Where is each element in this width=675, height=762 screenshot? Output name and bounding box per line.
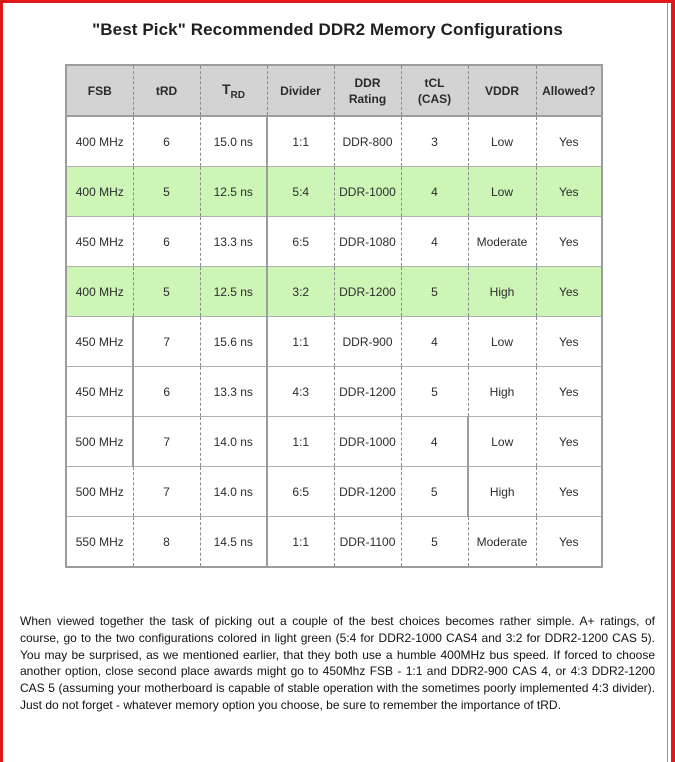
cell-allowed: Yes [536, 116, 602, 167]
cell-ddr-rating: DDR-1200 [334, 267, 401, 317]
cell-fsb: 550 MHz [66, 517, 133, 568]
cell-trd: 7 [133, 467, 200, 517]
cell-allowed: Yes [536, 517, 602, 568]
cell-fsb: 450 MHz [66, 367, 133, 417]
table-row [66, 517, 602, 568]
cell-vddr: High [468, 367, 536, 417]
explanation-paragraph: When viewed together the task of picking out a couple of the best choices becomes rather simple. A+ ratings, of course, go to the two configurations colored in light green (5:4 for DDR2-1000 CAS4 and 3:2 for DDR2-1200 CAS 5). You may be surprised, as we mentioned earlier, that they both use a humble 400MHz bus speed. If forced to choose another option, close second place awards might go to 450Mhz FSB - 1:1 and DDR2-900 CAS 4, or 4:3 DDR2-1200 CAS 5 (assuming your motherboard is capable of stable operation with the sometimes poorly implemented 4:3 divider). Just do not forget - whatever memory option you choose, be sure to remember the importance of tRD. [20, 614, 655, 712]
cell-trd: 6 [133, 217, 200, 267]
cell-divider: 5:4 [267, 167, 334, 217]
cell-trd: 5 [133, 167, 200, 217]
cell-trd: 7 [133, 417, 200, 467]
table-row-highlighted [66, 167, 602, 217]
cell-trd-time: 15.6 ns [200, 317, 267, 367]
col-header-ddr-rating: DDR Rating [334, 65, 401, 116]
table-row-highlighted [66, 267, 602, 317]
cell-fsb: 500 MHz [66, 417, 133, 467]
cell-vddr: Moderate [468, 217, 536, 267]
cell-fsb: 400 MHz [66, 267, 133, 317]
cell-tcl: 4 [401, 167, 468, 217]
cell-trd: 6 [133, 367, 200, 417]
cell-allowed: Yes [536, 317, 602, 367]
cell-allowed: Yes [536, 267, 602, 317]
cell-allowed: Yes [536, 367, 602, 417]
cell-vddr: Low [468, 417, 536, 467]
window-frame-right [671, 3, 675, 762]
cell-divider: 4:3 [267, 367, 334, 417]
cell-ddr-rating: DDR-1200 [334, 467, 401, 517]
col-header-trd-time: $T_{RD}$ [200, 65, 267, 116]
cell-ddr-rating: DDR-1100 [334, 517, 401, 568]
cell-tcl: 4 [401, 417, 468, 467]
cell-fsb: 450 MHz [66, 317, 133, 367]
cell-divider: 1:1 [267, 116, 334, 167]
table-row [66, 116, 602, 167]
cell-allowed: Yes [536, 417, 602, 467]
cell-trd: 7 [133, 317, 200, 367]
table-row [66, 317, 602, 367]
cell-tcl: 3 [401, 116, 468, 167]
cell-tcl: 4 [401, 217, 468, 267]
window-frame-divider [667, 3, 668, 762]
cell-trd-time: 14.0 ns [200, 467, 267, 517]
cell-ddr-rating: DDR-800 [334, 116, 401, 167]
cell-trd-time: 14.5 ns [200, 517, 267, 568]
cell-ddr-rating: DDR-1000 [334, 167, 401, 217]
cell-ddr-rating: DDR-1000 [334, 417, 401, 467]
cell-fsb: 500 MHz [66, 467, 133, 517]
cell-divider: 1:1 [267, 317, 334, 367]
cell-trd-time: 15.0 ns [200, 116, 267, 167]
cell-allowed: Yes [536, 167, 602, 217]
cell-trd-time: 13.3 ns [200, 217, 267, 267]
table-row [66, 417, 602, 467]
cell-fsb: 450 MHz [66, 217, 133, 267]
cell-trd: 5 [133, 267, 200, 317]
cell-tcl: 5 [401, 517, 468, 568]
cell-trd-time: 12.5 ns [200, 267, 267, 317]
table-header-row [66, 65, 602, 116]
cell-divider: 6:5 [267, 467, 334, 517]
cell-vddr: Low [468, 116, 536, 167]
col-header-trd: tRD [133, 65, 200, 116]
cell-divider: 1:1 [267, 417, 334, 467]
cell-vddr: Low [468, 317, 536, 367]
col-header-fsb: FSB [66, 65, 133, 116]
cell-ddr-rating: DDR-1200 [334, 367, 401, 417]
cell-tcl: 4 [401, 317, 468, 367]
table-row [66, 467, 602, 517]
cell-ddr-rating: DDR-1080 [334, 217, 401, 267]
cell-trd: 6 [133, 116, 200, 167]
memory-config-table [65, 64, 603, 568]
cell-divider: 6:5 [267, 217, 334, 267]
cell-tcl: 5 [401, 367, 468, 417]
cell-trd: 8 [133, 517, 200, 568]
cell-fsb: 400 MHz [66, 116, 133, 167]
cell-trd-time: 13.3 ns [200, 367, 267, 417]
cell-divider: 3:2 [267, 267, 334, 317]
col-header-divider: Divider [267, 65, 334, 116]
col-header-tcl: tCL (CAS) [401, 65, 468, 116]
cell-fsb: 400 MHz [66, 167, 133, 217]
col-header-vddr: VDDR [468, 65, 536, 116]
page-title: "Best Pick" Recommended DDR2 Memory Configurations [92, 20, 563, 39]
col-header-allowed: Allowed? [536, 65, 602, 116]
cell-trd-time: 12.5 ns [200, 167, 267, 217]
cell-vddr: High [468, 467, 536, 517]
cell-vddr: Moderate [468, 517, 536, 568]
cell-tcl: 5 [401, 267, 468, 317]
table-row [66, 217, 602, 267]
cell-vddr: High [468, 267, 536, 317]
cell-tcl: 5 [401, 467, 468, 517]
table-row [66, 367, 602, 417]
cell-trd-time: 14.0 ns [200, 417, 267, 467]
window-frame-left [0, 0, 3, 762]
cell-allowed: Yes [536, 467, 602, 517]
cell-vddr: Low [468, 167, 536, 217]
window-frame-top [0, 0, 675, 3]
cell-allowed: Yes [536, 217, 602, 267]
cell-divider: 1:1 [267, 517, 334, 568]
cell-ddr-rating: DDR-900 [334, 317, 401, 367]
